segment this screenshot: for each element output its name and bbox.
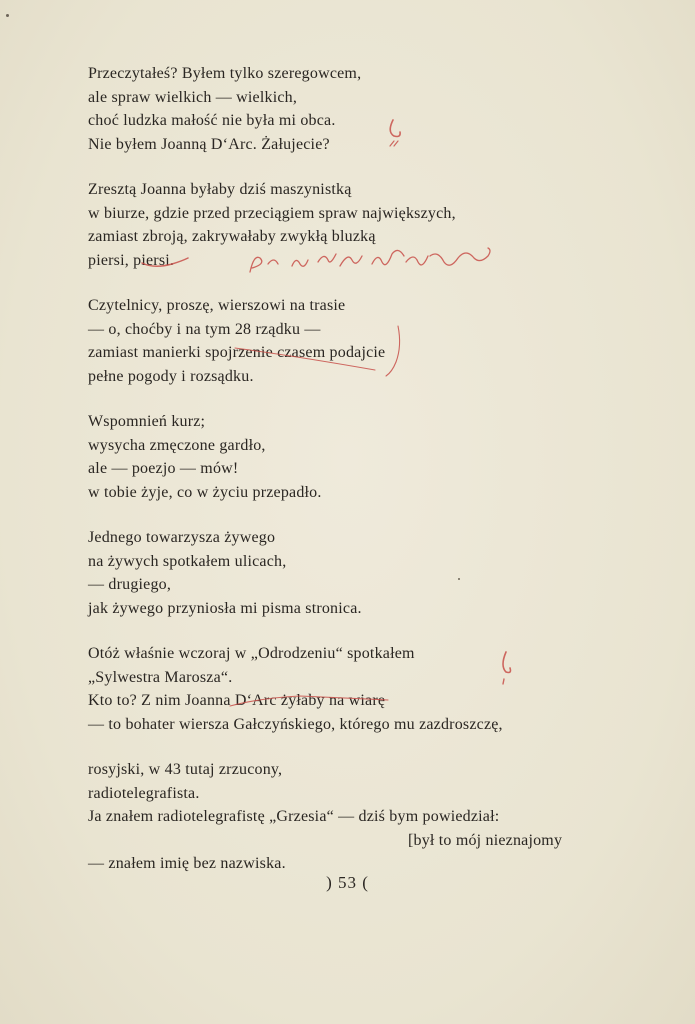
stanza bbox=[88, 62, 628, 156]
poem-line: piersi, piersi. bbox=[88, 251, 175, 269]
poem-line: — drugiego, bbox=[88, 576, 172, 593]
poem-line: rosyjski, w 43 tutaj zrzucony, bbox=[88, 761, 283, 778]
poem-line: jak żywego przyniosła mi pisma stronica. bbox=[88, 599, 362, 617]
stanza bbox=[88, 294, 628, 388]
stanza bbox=[88, 758, 628, 876]
poem-line: pełne pogody i rozsądku. bbox=[88, 367, 254, 385]
poem-line: w tobie żyje, co w życiu przepadło. bbox=[88, 483, 322, 501]
poem-line: w biurze, gdzie przed przeciągiem spraw największych, bbox=[88, 204, 456, 222]
poem-line: Wspomnień kurz; bbox=[88, 413, 206, 430]
page-number: ) 53 ( bbox=[326, 873, 369, 892]
poem-line: — znałem imię bez nazwiska. bbox=[88, 855, 286, 872]
poem-line: radiotelegrafista. bbox=[88, 784, 200, 802]
poem-line: choć ludzka małość nie była mi obca. bbox=[88, 112, 336, 129]
poem-line: Kto to? Z nim Joanna D‘Arc żyłaby na wiarę bbox=[88, 692, 386, 709]
stanza-break bbox=[88, 620, 628, 642]
stanza-break bbox=[88, 736, 628, 758]
stanza-break bbox=[88, 504, 628, 526]
stanza-break bbox=[88, 156, 628, 178]
poem-line: Czytelnicy, proszę, wierszowi na trasie bbox=[88, 297, 346, 314]
poem-line: Jednego towarzysza żywego bbox=[88, 529, 276, 546]
poem-line: na żywych spotkałem ulicach, bbox=[88, 552, 287, 570]
stanza bbox=[88, 526, 628, 620]
poem-line: — to bohater wiersza Gałczyńskiego, którego mu zazdroszczę, bbox=[88, 715, 503, 733]
stanza-break bbox=[88, 272, 628, 294]
paper-speck bbox=[6, 14, 9, 17]
stanza bbox=[88, 642, 628, 736]
poem-line: „Sylwestra Marosza“. bbox=[88, 668, 233, 686]
poem-line: Nie byłem Joanną D‘Arc. Żałujecie? bbox=[88, 135, 330, 153]
poem-line: Przeczytałeś? Byłem tylko szeregowcem, bbox=[88, 65, 362, 82]
poem-line: ale spraw wielkich — wielkich, bbox=[88, 88, 298, 106]
stanza bbox=[88, 178, 628, 272]
poem-line: zamiast zbroją, zakrywałaby zwykłą bluzką bbox=[88, 228, 376, 245]
stanza-break bbox=[88, 388, 628, 410]
poem-line: Otóż właśnie wczoraj w „Odrodzeniu“ spotkałem bbox=[88, 645, 415, 662]
poem-line: zamiast manierki spojrzenie czasem podajcie bbox=[88, 344, 386, 361]
poem-line: ale — poezjo — mów! bbox=[88, 460, 239, 477]
poem-line: Zresztą Joanna byłaby dziś maszynistką bbox=[88, 181, 352, 198]
poem-line: wysycha zmęczone gardło, bbox=[88, 436, 266, 454]
poem-line: Ja znałem radiotelegrafistę „Grzesia“ — dziś bym powiedział: bbox=[88, 808, 500, 825]
poem-text bbox=[88, 62, 628, 876]
stanza bbox=[88, 410, 628, 504]
poem-line-continuation: [był to mój nieznajomy bbox=[408, 831, 563, 849]
poem-line: — o, choćby i na tym 28 rządku — bbox=[88, 320, 321, 338]
